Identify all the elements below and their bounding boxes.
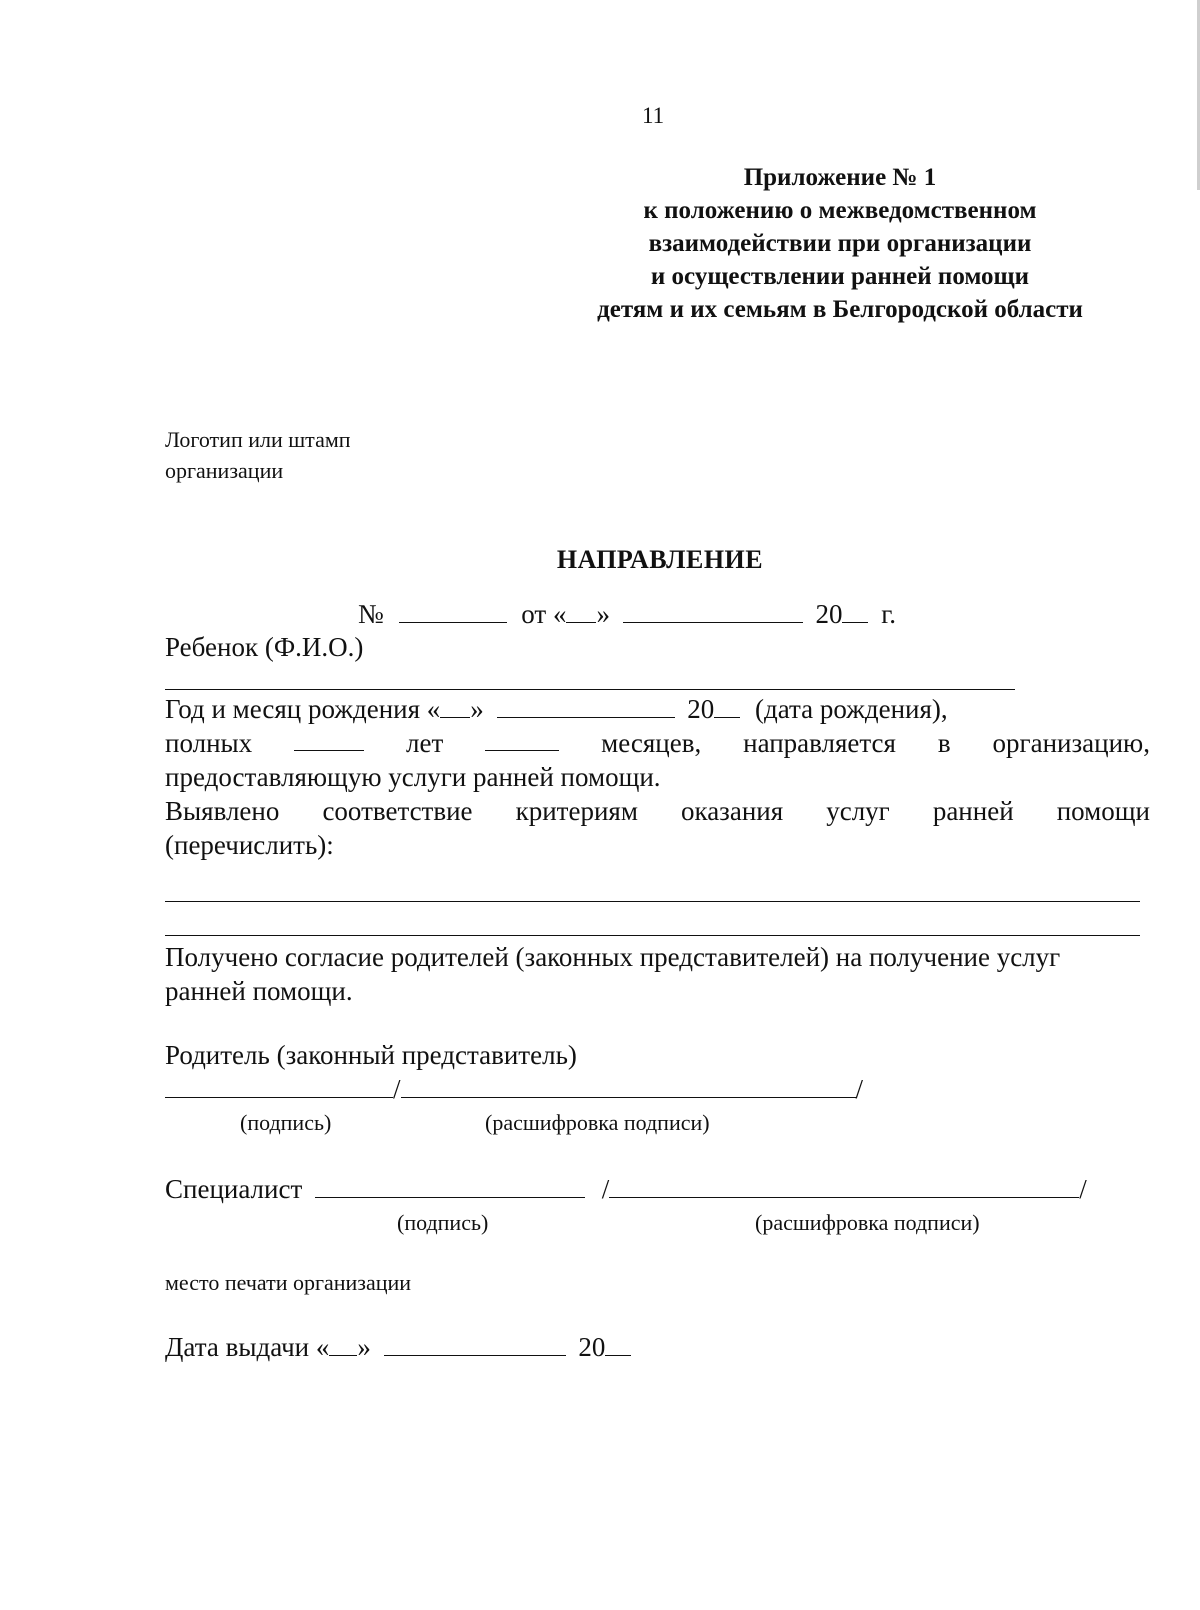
specialist-decoding-blank[interactable] — [609, 1173, 1079, 1198]
year-blank[interactable] — [842, 598, 868, 623]
consent-line-1: Получено согласие родителей (законных представителей) на получение услуг — [165, 942, 1061, 972]
stamp-place-label: место печати организации — [165, 1270, 412, 1295]
birth-month-blank[interactable] — [497, 693, 675, 718]
from-label: от « — [521, 599, 567, 629]
specialist-signature-caption: (подпись) — [397, 1210, 489, 1235]
document-title: НАПРАВЛЕНИЕ — [556, 545, 764, 574]
logo-note-line-1: Логотип или штамп — [165, 427, 351, 452]
parent-signature-caption: (подпись) — [240, 1110, 332, 1135]
issue-year-prefix: 20 — [578, 1332, 606, 1362]
referral-number-blank[interactable] — [399, 598, 507, 623]
specialist-signature-blank[interactable] — [315, 1173, 585, 1198]
appendix-title: Приложение № 1 — [743, 164, 937, 191]
year-suffix: г. — [881, 599, 896, 629]
months-blank[interactable] — [485, 726, 559, 751]
criteria-word: помощи — [1056, 796, 1150, 826]
age-years-label: лет — [406, 728, 444, 758]
appendix-line-3: и осуществлении ранней помощи — [650, 263, 1030, 290]
issue-month-blank[interactable] — [384, 1331, 566, 1356]
specialist-line — [165, 1172, 1087, 1206]
issue-quote-close: » — [357, 1332, 371, 1362]
age-word-3: организацию, — [992, 728, 1150, 758]
criteria-blank-line-2[interactable] — [165, 935, 1140, 936]
logo-stamp-note — [165, 424, 351, 486]
day-blank[interactable] — [566, 598, 596, 623]
parent-slash: / — [393, 1074, 401, 1104]
age-months-label: месяцев, — [601, 728, 702, 758]
birth-day-blank[interactable] — [440, 693, 470, 718]
criteria-word: ранней — [932, 796, 1014, 826]
age-word-1: направляется — [743, 728, 896, 758]
specialist-slash: / — [601, 1174, 610, 1204]
birth-year-blank[interactable] — [714, 693, 740, 718]
month-blank[interactable] — [623, 598, 803, 623]
child-name-line[interactable] — [165, 689, 1015, 690]
parent-slash-end: / — [855, 1074, 864, 1104]
years-blank[interactable] — [294, 726, 364, 751]
birth-quote-close: » — [470, 694, 484, 724]
issue-year-blank[interactable] — [605, 1331, 631, 1356]
year-prefix: 20 — [815, 599, 843, 629]
parent-label: Родитель (законный представитель) — [165, 1040, 577, 1070]
criteria-word: услуг — [826, 796, 890, 826]
issue-date-label: Дата выдачи « — [165, 1332, 330, 1362]
child-label: Ребенок (Ф.И.О.) — [165, 632, 364, 662]
appendix-line-1: к положению о межведомственном — [643, 197, 1037, 224]
consent-line-2: ранней помощи. — [165, 976, 353, 1006]
logo-note-line-2: организации — [165, 458, 284, 483]
specialist-label: Специалист — [165, 1174, 303, 1204]
birth-label: Год и месяц рождения « — [165, 694, 441, 724]
birth-note: (дата рождения), — [755, 694, 948, 724]
parent-decoding-caption: (расшифровка подписи) — [485, 1110, 710, 1135]
appendix-header — [540, 161, 1140, 326]
issue-day-blank[interactable] — [329, 1331, 357, 1356]
age-line — [165, 726, 1150, 760]
criteria-word: Выявлено — [165, 796, 280, 826]
criteria-word: соответствие — [322, 796, 473, 826]
number-label: № — [358, 599, 384, 629]
quote-close: » — [596, 599, 610, 629]
parent-decoding-blank[interactable] — [401, 1073, 856, 1098]
specialist-decoding-caption: (расшифровка подписи) — [755, 1210, 980, 1235]
birth-year-prefix: 20 — [687, 694, 715, 724]
parent-signature-blank[interactable] — [165, 1073, 393, 1098]
criteria-continuation: (перечислить): — [165, 830, 334, 860]
parent-signature-line — [165, 1072, 863, 1106]
specialist-slash-end: / — [1079, 1174, 1087, 1204]
age-word-2: в — [937, 728, 951, 758]
criteria-word: критериям — [515, 796, 638, 826]
criteria-word: оказания — [680, 796, 784, 826]
services-line: предоставляющую услуги ранней помощи. — [165, 762, 661, 792]
birth-date-line — [165, 692, 948, 726]
appendix-line-4: детям и их семьям в Белгородской области — [597, 296, 1083, 323]
page-number: 11 — [642, 103, 665, 128]
criteria-blank-line-1[interactable] — [165, 901, 1140, 902]
appendix-line-2: взаимодействии при организации — [648, 230, 1032, 257]
issue-date-line — [165, 1330, 631, 1364]
referral-number-line — [358, 597, 896, 631]
age-full-label: полных — [165, 728, 253, 758]
criteria-line — [165, 794, 1150, 828]
